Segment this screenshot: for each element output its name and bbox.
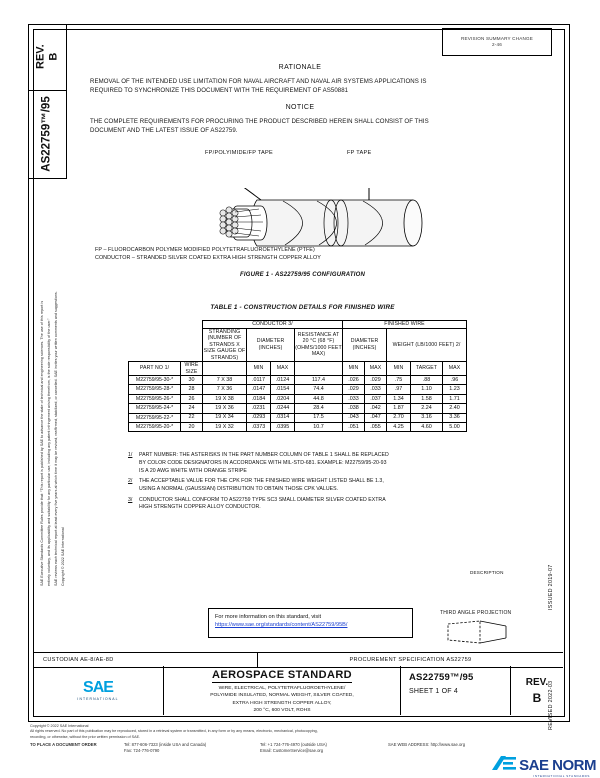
footnote-line: THE ACCEPTABLE VALUE FOR THE CPK FOR THE FINISHED WIRE WEIGHT LISTED SHALL BE 1.3,	[139, 478, 384, 485]
cell-w_min: .97	[387, 385, 411, 394]
legal-line-4: Copyright © 2022 SAE International	[61, 527, 65, 586]
rationale-body	[90, 77, 510, 95]
cell-fd_max: .033	[365, 385, 387, 394]
cell-stranding: 7 X 38	[203, 376, 247, 385]
cell-cd_min: .0373	[247, 422, 271, 431]
table-row	[129, 394, 467, 403]
rationale-line-2: REQUIRED TO SYNCHRONIZE THIS DOCUMENT WITH THE REQUIREMENT OF AS50881	[90, 87, 349, 95]
title-block-revision	[511, 666, 563, 715]
sae-logo-subtext: INTERNATIONAL	[77, 697, 119, 701]
footnote-line: BY COLOR CODE DESIGNATORS IN ACCORDANCE WITH MIL-STD-681. EXAMPLE: M22759/95-20-93	[139, 459, 387, 466]
figure-label-fp-tape: FP TAPE	[347, 150, 372, 156]
footnote-line: HIGH STRENGTH COPPER ALLOY CONDUCTOR.	[139, 504, 261, 511]
cell-cd_max: .0154	[271, 385, 295, 394]
watermark-subtext: INTERNATIONAL STANDARDS	[533, 774, 590, 778]
watermark-text: SAE NORM	[519, 757, 596, 774]
cell-cd_max: .0395	[271, 422, 295, 431]
rationale-notice-section	[90, 64, 510, 136]
cell-stranding: 19 X 32	[203, 422, 247, 431]
cell-fd_min: .043	[343, 413, 365, 422]
title-block-description	[164, 666, 401, 715]
sheet-number: SHEET 1 OF 4	[409, 688, 458, 695]
cable-diagram	[213, 188, 433, 250]
revision-stamp-line-2: 2-46	[492, 42, 502, 47]
cell-cd_min: .0184	[247, 394, 271, 403]
cell-w_target: 1.10	[411, 385, 443, 394]
cell-resistance: 44.8	[295, 394, 343, 403]
table-group-header-row	[129, 321, 467, 329]
footnote-line: IS A 20 AWG WHITE WITH ORANGE STRIPE	[139, 467, 247, 474]
cell-w_target: .88	[411, 376, 443, 385]
footnote-marker: 3/	[128, 496, 133, 503]
order-label: TO PLACE A DOCUMENT ORDER	[30, 742, 97, 748]
issued-date: ISSUED 2019-07	[548, 564, 554, 610]
cell-fd_min: .029	[343, 385, 365, 394]
cell-cd_max: .0124	[271, 376, 295, 385]
rationale-heading: RATIONALE	[278, 64, 322, 71]
revision-stamp-line-1: REVISION SUMMARY CHANGE	[460, 35, 534, 41]
cell-fd_max: .055	[365, 422, 387, 431]
header-wire-size: WIRE SIZE	[181, 362, 203, 376]
revision-summary-stamp	[442, 28, 552, 56]
cell-w_min: 1.34	[387, 394, 411, 403]
cell-w_max: 2.40	[443, 404, 467, 413]
sae-web-address: SAE WEB ADDRESS: http://www.sae.org	[388, 742, 466, 748]
cell-w_min: .75	[387, 376, 411, 385]
cell-cd_min: .0231	[247, 404, 271, 413]
group-header-conductor: CONDUCTOR 3/	[203, 321, 343, 329]
cell-part_no: M22759/95-22-*	[129, 413, 181, 422]
copyright-line-3: recording, or otherwise, without the prior written permission of SAE.	[30, 734, 141, 739]
header-cd-max: MAX	[271, 362, 295, 376]
table-row	[129, 376, 467, 385]
cell-fd_min: .033	[343, 394, 365, 403]
table-row	[129, 422, 467, 431]
order-contact-intl	[260, 742, 380, 755]
cell-cd_max: .0204	[271, 394, 295, 403]
figure-note-line-1: FP – FLUOROCARBON POLYMER MODIFIED POLYTETRAFLUOROETHYLENE (PTFE)	[95, 247, 315, 253]
revision-label: REV.	[34, 44, 47, 70]
standard-number: AS22759™/95	[409, 672, 474, 683]
aerospace-standard-title: AEROSPACE STANDARD	[211, 669, 353, 681]
header-wt-target: TARGET	[411, 362, 443, 376]
legal-line-1: SAE Executive Standards Committee Rules provide that: “This report is published by SAE to advance the state of technical and engineering sciences. The use of this report is	[40, 300, 44, 586]
cell-w_min: 1.87	[387, 404, 411, 413]
more-information-text: For more information on this standard, visit	[215, 614, 322, 620]
cell-stranding: 7 X 36	[203, 385, 247, 394]
cell-wire_size: 30	[181, 376, 203, 385]
footnote-text	[139, 478, 500, 494]
projection-label: THIRD ANGLE PROJECTION	[440, 610, 512, 616]
fax-number: Fax: 724-776-0790	[124, 748, 160, 754]
cell-fd_max: .047	[365, 413, 387, 422]
revision-box	[28, 24, 67, 91]
procurement-spec-label: PROCUREMENT SPECIFICATION AS22759	[349, 657, 472, 663]
sae-logo	[33, 666, 164, 715]
cell-stranding: 19 X 34	[203, 413, 247, 422]
footnote	[128, 478, 500, 494]
footnote-text	[139, 452, 500, 476]
cell-w_target: 2.24	[411, 404, 443, 413]
copyright-footer	[30, 724, 500, 755]
table-row	[129, 413, 467, 422]
legal-line-3: SAE reviews each technical report at least every five years at which time it may be revised, reaffirmed, stabilized, or cancelled. SAE invites your written comments and suggestions.	[54, 291, 58, 586]
more-information-box	[208, 608, 413, 638]
footnote-line: CONDUCTOR SHALL CONFORM TO AS22759 TYPE SC3 SMALL DIAMETER SILVER COATED EXTRA	[139, 496, 386, 503]
revision-value: B	[46, 53, 59, 61]
revised-date: REVISED 2022-03	[548, 680, 554, 730]
cell-fd_max: .029	[365, 376, 387, 385]
title-block-number	[401, 666, 511, 715]
cell-resistance: 17.5	[295, 413, 343, 422]
header-weight: WEIGHT (LB/1000 FEET) 2/	[387, 328, 467, 362]
cell-fd_min: .051	[343, 422, 365, 431]
cell-stranding: 19 X 38	[203, 394, 247, 403]
cell-wire_size: 26	[181, 394, 203, 403]
cell-wire_size: 22	[181, 413, 203, 422]
header-fd-max: MAX	[365, 362, 387, 376]
table-title: TABLE 1 - CONSTRUCTION DETAILS FOR FINISHED WIRE	[210, 304, 395, 311]
third-angle-projection-icon	[438, 617, 518, 647]
rationale-line-1: REMOVAL OF THE INTENDED USE LIMITATION FOR NAVAL AIRCRAFT AND NAVAL AIR SYSTEMS APPLICATIONS IS	[90, 78, 427, 85]
table-footnotes	[128, 452, 500, 515]
cell-cd_min: .0117	[247, 376, 271, 385]
cell-cd_min: .0293	[247, 413, 271, 422]
footnote	[128, 497, 500, 513]
cell-w_target: 3.16	[411, 413, 443, 422]
legal-line-2: entirely voluntary, and its applicability and suitability for any particular use, including any patent infringement arising therefrom, is the sole responsibility of the user.”	[47, 318, 51, 586]
table-column-header-row	[129, 362, 467, 376]
header-stranding: STRANDING (NUMBER OF STRANDS X SIZE GAUGE OF STRANDS)	[203, 328, 246, 361]
cell-resistance: 117.4	[295, 376, 343, 385]
email-address: Email: CustomerService@sae.org	[260, 748, 324, 754]
construction-details-table	[128, 320, 467, 432]
cell-part_no: M22759/95-20-*	[129, 422, 181, 431]
desc-line-3: EXTRA HIGH STRENGTH COPPER ALLOY,	[232, 700, 332, 706]
cell-cd_max: .0244	[271, 404, 295, 413]
cell-part_no: M22759/95-30-*	[129, 376, 181, 385]
issue-dates	[548, 430, 562, 730]
order-info-row	[30, 742, 500, 755]
document-number-vertical: AS22759™/95	[41, 96, 54, 172]
title-rev-label: REV.	[525, 676, 549, 688]
footnote-marker: 1/	[128, 452, 133, 458]
cell-w_target: 1.58	[411, 394, 443, 403]
cell-resistance: 28.4	[295, 404, 343, 413]
legal-notice-strip	[27, 182, 67, 602]
footnote-text	[139, 497, 500, 513]
title-block	[33, 666, 563, 715]
header-cd-min: MIN	[247, 362, 271, 376]
copyright-line-1: Copyright © 2022 SAE International	[30, 724, 89, 728]
tel-international: Tel: +1 724-776-4970 (outside USA)	[260, 742, 327, 748]
header-wt-min: MIN	[387, 362, 411, 376]
order-contact-us	[124, 742, 252, 755]
notice-line-2: DOCUMENT AND THE LATEST ISSUE OF AS22759.	[90, 127, 238, 135]
figure-notes	[95, 246, 321, 263]
notice-line-1: THE COMPLETE REQUIREMENTS FOR PROCURING THE PRODUCT DESCRIBED HEREIN SHALL CONSIST OF THIS	[90, 118, 429, 126]
cell-w_max: .96	[443, 376, 467, 385]
custodian-label: CUSTODIAN AE-8/AE-8D	[33, 653, 258, 667]
cell-wire_size: 28	[181, 385, 203, 394]
footnote	[128, 452, 500, 476]
cell-cd_max: .0314	[271, 413, 295, 422]
desc-line-1: WIRE, ELECTRICAL, POLYTETRAFLUOROETHYLENE/	[218, 686, 346, 691]
figure-caption: FIGURE 1 - AS22759/95 CONFIGURATION	[239, 272, 366, 278]
notice-body	[90, 117, 510, 135]
copyright-line-2: All rights reserved. No part of this publication may be reproduced, stored in a retrieval system or transmitted, in any form or by any means, electronic, mechanical, photocopying,	[30, 729, 318, 734]
figure-label-fp-polyimide: FP/POLYIMIDE/FP TAPE	[205, 150, 273, 156]
footnote-marker: 2/	[128, 478, 133, 485]
cell-part_no: M22759/95-26-*	[129, 394, 181, 403]
cell-cd_min: .0147	[247, 385, 271, 394]
cell-stranding: 19 X 36	[203, 404, 247, 413]
cell-fd_max: .042	[365, 404, 387, 413]
figure-1	[95, 150, 510, 290]
title-rev-value: B	[532, 690, 542, 705]
sae-norm-watermark	[491, 754, 596, 778]
document-number-box	[28, 90, 67, 179]
cell-resistance: 10.7	[295, 422, 343, 431]
cell-fd_min: .026	[343, 376, 365, 385]
header-part-no: PART NO 1/	[129, 362, 181, 376]
header-finished-diameter: DIAMETER (INCHES)	[343, 328, 387, 362]
cell-w_max: 5.00	[443, 422, 467, 431]
cell-w_target: 4.60	[411, 422, 443, 431]
cell-w_max: 3.36	[443, 413, 467, 422]
cell-w_max: 1.23	[443, 385, 467, 394]
sae-logo-text: SAE	[83, 679, 113, 696]
footnote-line: PART NUMBER: THE ASTERISKS IN THE PART NUMBER COLUMN OF TABLE 1 SHALL BE REPLACED	[139, 452, 389, 458]
product-description	[210, 685, 354, 714]
tel-us: Tel: 877-606-7323 (inside USA and Canada)	[124, 742, 207, 748]
notice-heading: NOTICE	[285, 104, 315, 112]
cell-wire_size: 20	[181, 422, 203, 431]
cell-resistance: 74.4	[295, 385, 343, 394]
watermark-logo-icon	[491, 754, 517, 774]
table-row	[129, 385, 467, 394]
cell-fd_max: .037	[365, 394, 387, 403]
desc-line-2: POLYIMIDE INSULATED, NORMAL WEIGHT, SILVER COATED,	[210, 693, 354, 699]
table-body	[129, 376, 467, 432]
cell-wire_size: 24	[181, 404, 203, 413]
header-wt-max: MAX	[443, 362, 467, 376]
header-resistance: RESISTANCE AT 20 °C (68 °F) (OHMS/1000 FEET MAX)	[295, 328, 343, 362]
cell-part_no: M22759/95-24-*	[129, 404, 181, 413]
cell-part_no: M22759/95-28-*	[129, 385, 181, 394]
cell-w_max: 1.71	[443, 394, 467, 403]
cell-w_min: 4.25	[387, 422, 411, 431]
cell-w_min: 2.70	[387, 413, 411, 422]
header-conductor-diameter: DIAMETER (INCHES)	[247, 328, 295, 362]
group-header-finished-wire: FINISHED WIRE	[343, 321, 467, 329]
standard-link[interactable]: https://www.sae.org/standards/content/AS22759/95B/	[215, 622, 348, 629]
figure-note-line-2: CONDUCTOR – STRANDED SILVER COATED EXTRA HIGH STRENGTH COPPER ALLOY	[95, 255, 321, 262]
table-row	[129, 404, 467, 413]
cell-fd_min: .038	[343, 404, 365, 413]
header-fd-min: MIN	[343, 362, 365, 376]
revision-description-header: DESCRIPTION	[470, 570, 504, 575]
footnote-line: USING A NORMAL (GAUSSIAN) DISTRIBUTION TO OBTAIN THOSE CPK VALUES.	[139, 486, 339, 493]
desc-line-4: 200 °C, 600 VOLT, ROHS	[253, 708, 311, 714]
